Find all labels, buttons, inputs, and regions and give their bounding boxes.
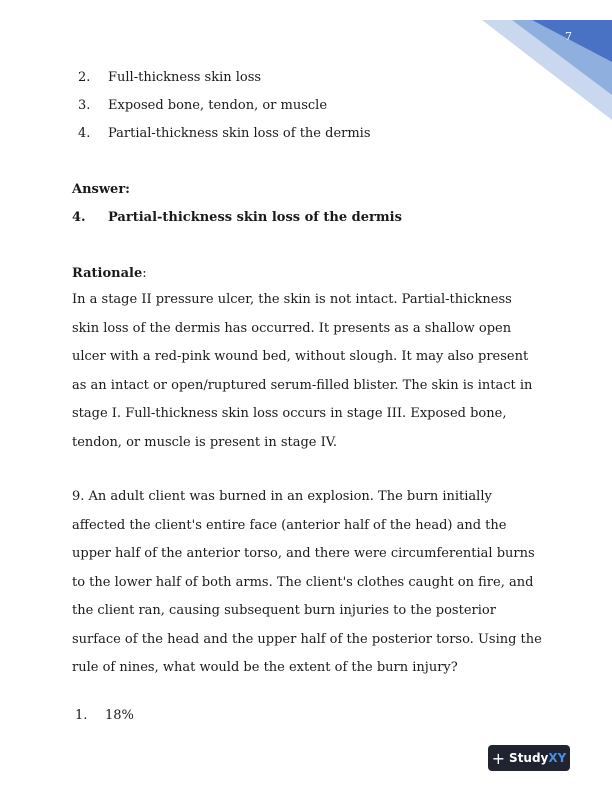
answer-number: 4. [72,210,86,225]
option-item [75,708,134,724]
answer-heading: Answer: [72,182,130,197]
option-number: 4. [78,126,91,141]
plus-icon: + [491,748,506,768]
option-text: Full-thickness skin loss [108,70,262,85]
page-number: 7 [565,30,572,43]
option-text: Exposed bone, tendon, or muscle [108,98,328,113]
studyxy-logo [488,745,570,771]
option-number: 3. [78,98,91,113]
answer-line [72,210,402,226]
corner-decoration [482,0,612,120]
rationale-label: Rationale [72,266,143,281]
option-item [78,98,327,114]
option-number: 1. [75,708,88,723]
option-number: 2. [78,70,91,85]
option-item [78,126,371,142]
option-text: 18% [105,708,134,723]
answer-text: Partial-thickness skin loss of the dermis [108,210,402,225]
rationale-paragraph: In a stage II pressure ulcer, the skin is not intact. Partial-thickness skin loss of the dermis has occurred. It presents as a shallow open ulcer with a red-pink wound bed, without slough. It may also present as an intact or open/ruptured serum-filled blister. The skin is intact in stage I. Full-thickness skin loss occurs in stage III. Exposed bone, tendon, or muscle is present in stage IV. [72,292,533,450]
logo-text-a: Study [509,751,549,765]
option-item [78,70,261,86]
logo-text-b: XY [548,751,567,765]
question-paragraph: 9. An adult client was burned in an explosion. The burn initially affected the client's entire face (anterior half of the head) and the upper half of the anterior torso, and there were circumferential burns to the lower half of both arms. The client's clothes caught on fire, and the client ran, causing subsequent burn injuries to the posterior surface of the head and the upper half of the posterior torso. Using the rule of nines, what would be the extent of the burn injury? [72,489,542,675]
option-text: Partial-thickness skin loss of the dermis [108,126,371,141]
rationale-heading [72,266,147,281]
rationale-colon: : [142,266,147,281]
